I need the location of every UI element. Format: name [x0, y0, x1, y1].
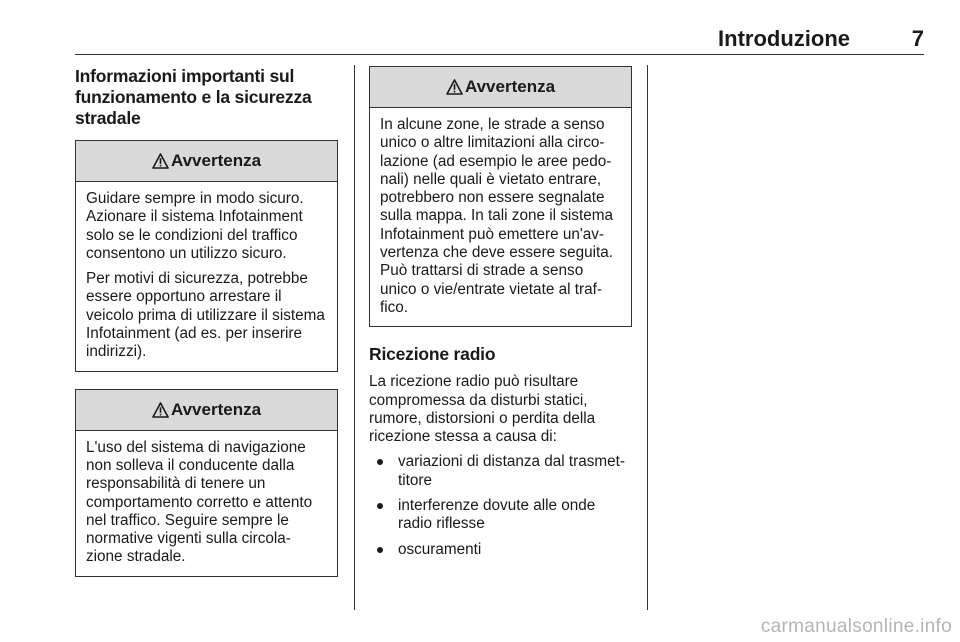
- section-title-radio: Ricezione radio: [369, 344, 496, 365]
- warning-header: [76, 390, 337, 431]
- radio-bullet-list: [369, 453, 632, 558]
- bullet-dot-icon: [377, 547, 383, 553]
- section-title-safety: Informazioni importanti sul funzionamento e la sicurezza stradale: [75, 66, 312, 128]
- bullet-text: interferenze dovute alle onde radio riflesse: [398, 497, 596, 533]
- header-divider: [75, 54, 924, 55]
- warning-header: [370, 67, 631, 108]
- warning-box-3: [369, 66, 632, 327]
- middle-column: [369, 66, 632, 566]
- bullet-text: oscuramenti: [398, 540, 482, 558]
- warning-paragraph: Guidare sempre in modo sicuro. Azionare il sistema Infotainment solo se le condizioni del traffico consentono un utilizzo sicuro.: [86, 190, 304, 262]
- watermark: carmanualsonline.info: [760, 616, 952, 637]
- warning-paragraph: L'uso del sistema di navigazione non solleva il conducente dalla responsabilità di tenere un comportamento corretto e attento nel traffico. Seguire sempre le normative vigenti sulla circola- zione stradale.: [86, 438, 313, 566]
- column-divider-left: [354, 65, 355, 610]
- radio-intro: La ricezione radio può risultare compromessa da disturbi statici, rumore, distorsioni o perdita della ricezione stessa a causa di:: [369, 373, 596, 446]
- warning-body: [76, 182, 337, 371]
- warning-label: Avvertenza: [170, 151, 262, 170]
- page-number: 7: [911, 26, 924, 51]
- warning-label: Avvertenza: [170, 399, 262, 419]
- warning-header: [76, 141, 337, 182]
- warning-box-2: [75, 389, 338, 577]
- list-item: [369, 453, 632, 490]
- header-title: Introduzione: [718, 26, 850, 51]
- warning-label: Avvertenza: [464, 77, 556, 96]
- warning-triangle-icon: [152, 153, 169, 169]
- warning-paragraph: In alcune zone, le strade a senso unico o altre limitazioni alla circo- lazione (ad esempio le aree pedo- nali) nelle quali è vietato entrare, potrebbero non essere segnalate sulla mappa. In tali zone il sistema Infotainment può emettere un'av- vertenza che deve essere seguita. Può trattarsi di strade a senso unico o vie/entrate vietate al traf- fico.: [380, 116, 613, 316]
- list-item: [369, 541, 632, 559]
- warning-body: [370, 108, 631, 326]
- column-divider-right: [647, 65, 648, 610]
- warning-body: [76, 431, 337, 576]
- bullet-dot-icon: [377, 459, 383, 465]
- warning-paragraph: Per motivi di sicurezza, potrebbe essere opportuno arrestare il veicolo prima di utilizzare il sistema Infotainment (ad es. per inserire indirizzi).: [86, 270, 325, 361]
- left-column: [75, 66, 338, 594]
- warning-triangle-icon: [446, 79, 463, 95]
- list-item: [369, 497, 632, 534]
- bullet-text: variazioni di distanza dal trasmet- titore: [398, 453, 626, 489]
- bullet-dot-icon: [377, 503, 383, 509]
- warning-box-1: [75, 140, 338, 372]
- warning-triangle-icon: [152, 402, 169, 418]
